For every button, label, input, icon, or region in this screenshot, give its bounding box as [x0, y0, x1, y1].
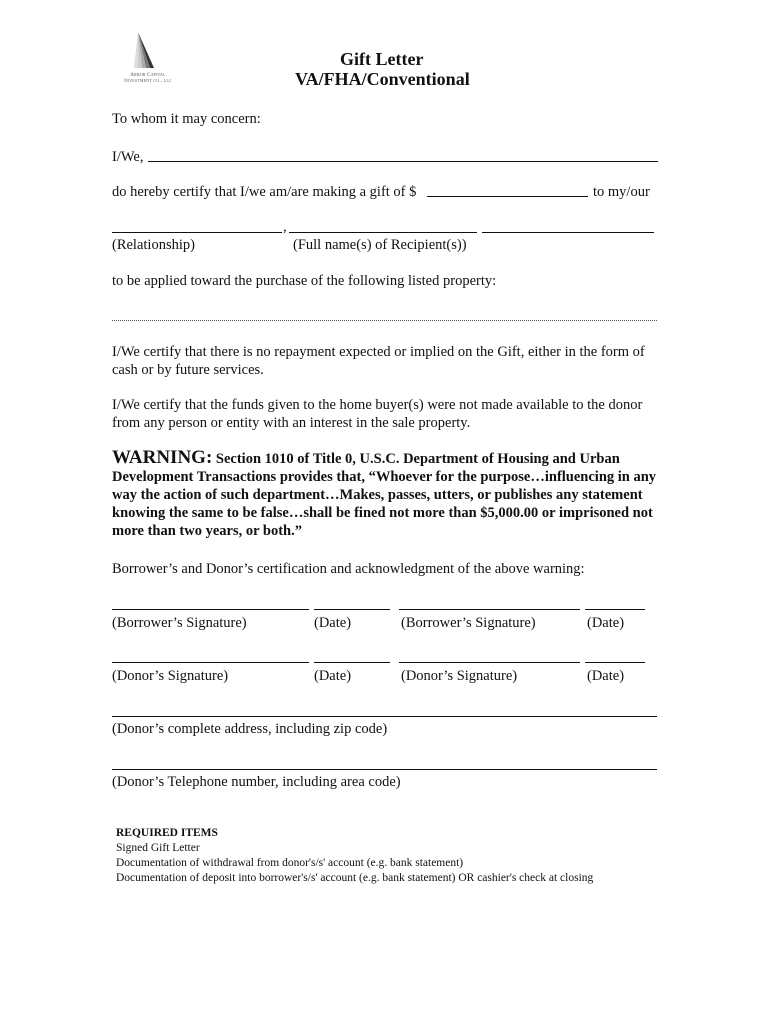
borrower-date-field-1[interactable]	[314, 609, 390, 610]
logo-mark-icon	[120, 30, 172, 72]
acknowledgment-text: Borrower’s and Donor’s certification and acknowledgment of the above warning:	[112, 561, 585, 577]
warning-body: Section 1010 of Title 0, U.S.C. Department of Housing and Urban Development Transactions provides that, “Whoever for the purpose…influencing in any way the action of such department…Makes, passes, utters, or publishes any statement knowing the same to be false…shall be fined not more than $5,000.00 or imprisoned not more than two years, or both.”	[112, 451, 657, 539]
donor-address-label: (Donor’s complete address, including zip code)	[112, 721, 388, 737]
required-item: Documentation of withdrawal from donor's/s' account (e.g. bank statement)	[116, 857, 464, 869]
page-subtitle: VA/FHA/Conventional	[295, 69, 470, 89]
gift-certify-text: do hereby certify that I/we am/are making a gift of $	[112, 184, 417, 200]
donor-phone-field[interactable]	[112, 769, 657, 770]
logo-line2: Investment co., llc	[124, 79, 172, 84]
borrower-date-field-2[interactable]	[585, 609, 645, 610]
warning-block	[112, 449, 672, 540]
recipient-name-field-1[interactable]	[289, 232, 477, 233]
required-items-heading: REQUIRED ITEMS	[116, 827, 218, 839]
logo-text	[112, 73, 184, 85]
borrower-signature-label-2: (Borrower’s Signature)	[401, 615, 536, 631]
borrower-date-label-2: (Date)	[587, 615, 625, 631]
donor-address-field[interactable]	[112, 716, 657, 717]
recipient-name-field-2[interactable]	[482, 232, 654, 233]
borrower-signature-label-1: (Borrower’s Signature)	[112, 615, 247, 631]
donor-signature-label-1: (Donor’s Signature)	[112, 668, 229, 684]
required-item: Documentation of deposit into borrower's/s' account (e.g. bank statement) OR cashier's check at closing	[116, 872, 594, 884]
comma-separator: ,	[283, 219, 287, 235]
borrower-date-label-1: (Date)	[314, 615, 352, 631]
donor-signature-field-1[interactable]	[112, 662, 309, 663]
donor-date-label-1: (Date)	[314, 668, 352, 684]
donor-names-field[interactable]	[148, 161, 658, 162]
donor-date-field-1[interactable]	[314, 662, 390, 663]
donor-signature-field-2[interactable]	[399, 662, 580, 663]
donor-date-label-2: (Date)	[587, 668, 625, 684]
donor-signature-label-2: (Donor’s Signature)	[401, 668, 518, 684]
gift-to-text: to my/our	[593, 184, 650, 200]
relationship-field[interactable]	[112, 232, 282, 233]
borrower-signature-field-1[interactable]	[112, 609, 309, 610]
borrower-signature-field-2[interactable]	[399, 609, 580, 610]
page-title: Gift Letter	[340, 49, 424, 69]
gift-amount-field[interactable]	[427, 196, 588, 197]
relationship-label: (Relationship)	[112, 237, 195, 253]
salutation: To whom it may concern:	[112, 111, 261, 127]
iwe-label: I/We,	[112, 149, 144, 165]
repayment-statement: I/We certify that there is no repayment expected or implied on the Gift, either in the form of cash or by future services.	[112, 344, 645, 378]
logo-line1: Arbor Capital	[130, 73, 166, 78]
funds-statement: I/We certify that the funds given to the home buyer(s) were not made available to the donor from any person or entity with an interest in the sale property.	[112, 397, 643, 431]
recipients-label: (Full name(s) of Recipient(s))	[293, 237, 467, 253]
warning-heading: WARNING:	[112, 447, 213, 468]
property-text: to be applied toward the purchase of the following listed property:	[112, 273, 497, 289]
donor-phone-label: (Donor’s Telephone number, including area code)	[112, 774, 401, 790]
donor-date-field-2[interactable]	[585, 662, 645, 663]
required-item: Signed Gift Letter	[116, 842, 200, 854]
property-address-field[interactable]	[112, 320, 657, 321]
